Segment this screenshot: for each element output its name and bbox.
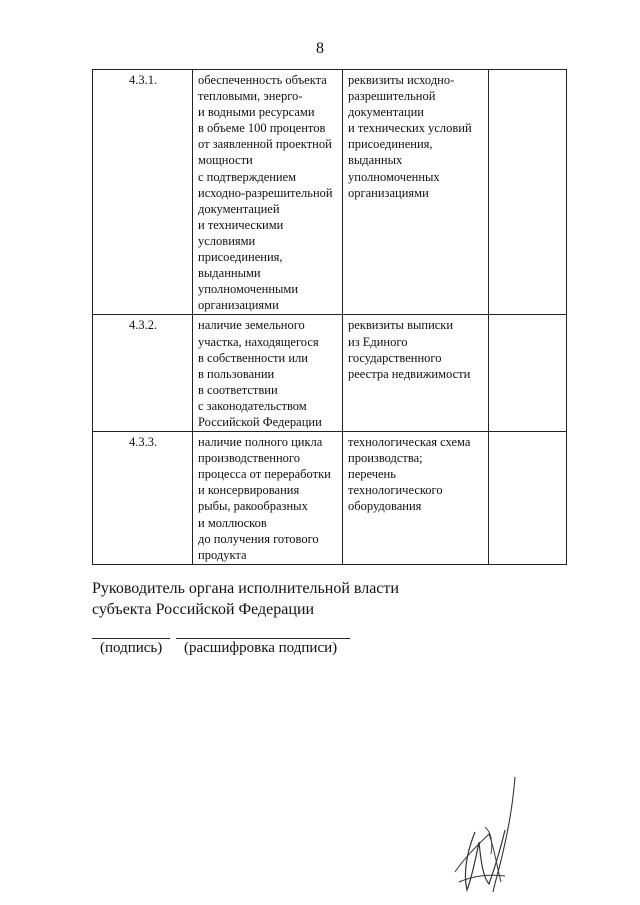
documents-line: оборудования [348, 499, 422, 514]
documents-line: технологического [348, 483, 443, 498]
documents-cell [343, 315, 489, 432]
criterion-line: мощности [198, 153, 253, 168]
criterion-cell [193, 432, 343, 565]
empty-cell [489, 315, 567, 432]
criterion-line: Российской Федерации [198, 414, 322, 429]
criterion-line: наличие полного цикла [198, 435, 323, 450]
criterion-cell [193, 315, 343, 432]
documents-line: реестра недвижимости [348, 366, 471, 381]
decoding-underline [176, 638, 350, 639]
criterion-line: и моллюсков [198, 515, 267, 530]
documents-cell [343, 70, 489, 315]
criterion-line: в соответствии [198, 382, 278, 397]
table-row [93, 432, 567, 565]
criterion-line: с подтверждением [198, 169, 297, 184]
criterion-line: присоединения, [198, 250, 283, 265]
criterion-line: рыбы, ракообразных [198, 499, 308, 514]
row-number: 4.3.2. [93, 315, 193, 432]
criterion-line: и консервирования [198, 483, 300, 498]
signature-underline [92, 638, 170, 639]
criterion-line: исходно-разрешительной [198, 185, 333, 200]
documents-line: государственного [348, 350, 442, 365]
criterion-line: в пользовании [198, 366, 275, 381]
criterion-line: участка, находящегося [198, 334, 319, 349]
documents-line: перечень [348, 467, 396, 482]
documents-line: разрешительной [348, 89, 436, 104]
criterion-line: процесса от переработки [198, 467, 331, 482]
signatory-title [92, 578, 399, 620]
table-row [93, 70, 567, 315]
documents-cell [343, 432, 489, 565]
table-row [93, 315, 567, 432]
signatory-title-line-2: субъекта Российской Федерации [92, 601, 315, 618]
signatory-title-line-1: Руководитель органа исполнительной власти [92, 580, 399, 597]
criterion-line: в собственности или [198, 350, 308, 365]
signature-caption: (подпись) [100, 640, 163, 656]
criterion-cell [193, 70, 343, 315]
decoding-caption: (расшифровка подписи) [184, 640, 338, 656]
criterion-line: и водными ресурсами [198, 105, 315, 120]
criterion-line: наличие земельного [198, 318, 305, 333]
criterion-line: тепловыми, энерго- [198, 89, 303, 104]
criterion-line: от заявленной проектной [198, 137, 332, 152]
criterion-line: в объеме 100 процентов [198, 121, 326, 136]
criterion-line: продукта [198, 547, 247, 562]
documents-line: и технических условий [348, 121, 472, 136]
criterion-line: документацией [198, 201, 280, 216]
documents-line: реквизиты исходно- [348, 73, 455, 87]
row-number: 4.3.1. [93, 70, 193, 315]
criterion-line: условиями [198, 233, 256, 248]
documents-line: технологическая схема [348, 435, 471, 450]
documents-line: выданных [348, 153, 403, 168]
criterion-line: организациями [198, 298, 279, 313]
documents-line: документации [348, 105, 424, 120]
documents-line: присоединения, [348, 137, 433, 152]
criterion-line: уполномоченными [198, 282, 299, 297]
documents-line: реквизиты выписки [348, 318, 454, 333]
handwritten-signature [445, 772, 535, 897]
row-number: 4.3.3. [93, 432, 193, 565]
criterion-line: производственного [198, 451, 300, 466]
criterion-line: и техническими [198, 217, 284, 232]
criterion-line: выданными [198, 266, 261, 281]
documents-line: организациями [348, 185, 429, 200]
empty-cell [489, 70, 567, 315]
criteria-table [92, 69, 567, 565]
criterion-line: с законодательством [198, 398, 307, 413]
empty-cell [489, 432, 567, 565]
documents-line: производства; [348, 451, 423, 466]
criterion-line: обеспеченность объекта [198, 73, 327, 87]
documents-line: из Единого [348, 334, 408, 349]
documents-line: уполномоченных [348, 169, 440, 184]
criterion-line: до получения готового [198, 531, 319, 546]
page-number: 8 [316, 40, 324, 57]
